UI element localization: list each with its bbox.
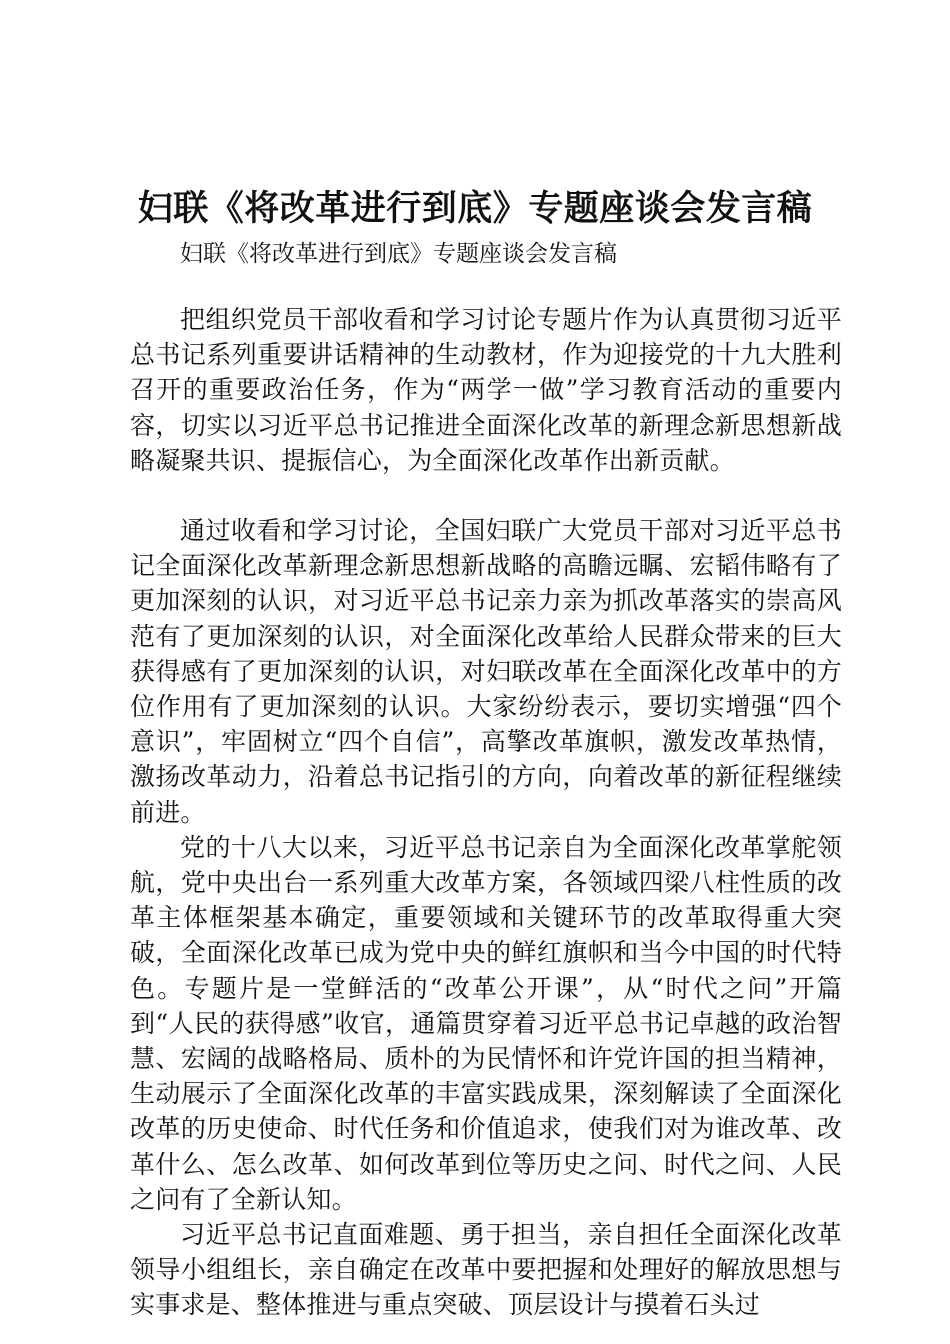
document-body [130,302,842,1323]
document-title: 妇联《将改革进行到底》专题座谈会发言稿 [137,188,813,229]
paragraph: 习近平总书记直面难题、勇于担当，亲自担任全面深化改革领导小组组长，亲自确定在改革中要把握和处理好的解放思想与实事求是、整体推进与重点突破、顶层设计与摸着石头过 [130,1220,842,1320]
paragraph: 党的十八大以来，习近平总书记亲自为全面深化改革掌舵领航，党中央出台一系列重大改革方案，各领域四梁八柱性质的改革主体框架基本确定，重要领域和关键环节的改革取得重大突破，全面深化改革已成为党中央的鲜红旗帜和当今中国的时代特色。专题片是一堂鲜活的“改革公开课”，从“时代之问”开篇到“人民的获得感”收官，通篇贯穿着习近平总书记卓越的政治智慧、宏阔的战略格局、质朴的为民情怀和许党许国的担当精神，生动展示了全面深化改革的丰富实践成果，深刻解读了全面深化改革的历史使命、时代任务和价值追求，使我们对为谁改革、改革什么、怎么改革、如何改革到位等历史之问、时代之问、人民之问有了全新认知。 [130,832,842,1214]
document-subtitle: 妇联《将改革进行到底》专题座谈会发言稿 [180,241,617,267]
paragraph: 把组织党员干部收看和学习讨论专题片作为认真贯彻习近平总书记系列重要讲话精神的生动教材，作为迎接党的十九大胜利召开的重要政治任务，作为“两学一做”学习教育活动的重要内容，切实以习近平总书记推进全面深化改革的新理念新思想新战略凝聚共识、提振信心，为全面深化改革作出新贡献。 [130,305,842,475]
paragraph: 通过收看和学习讨论，全国妇联广大党员干部对习近平总书记全面深化改革新理念新思想新战略的高瞻远瞩、宏韬伟略有了更加深刻的认识，对习近平总书记亲力亲为抓改革落实的崇高风范有了更加深刻的认识，对全面深化改革给人民群众带来的巨大获得感有了更加深刻的认识，对妇联改革在全面深化改革中的方位作用有了更加深刻的认识。大家纷纷表示，要切实增强“四个意识”，牢固树立“四个自信”，高擎改革旗帜，激发改革热情，激扬改革动力，沿着总书记指引的方向，向着改革的新征程继续前进。 [130,516,842,827]
